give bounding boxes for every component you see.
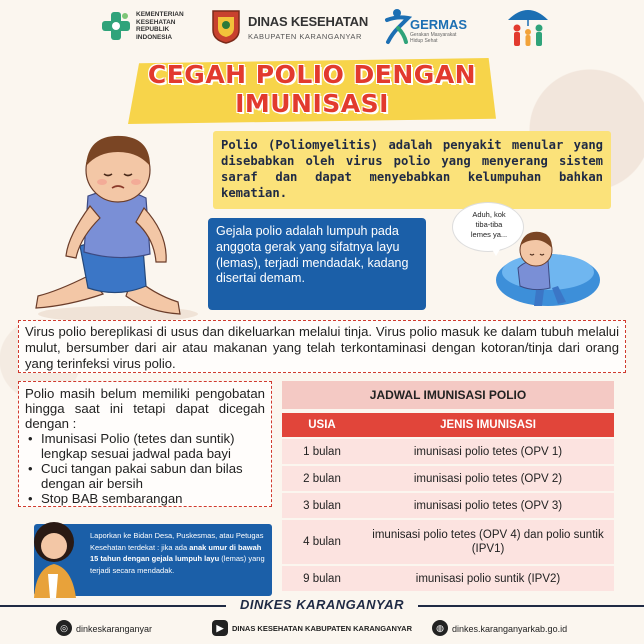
instagram-icon: ◎	[56, 620, 72, 636]
list-item: • Cuci tangan pakai sabun dan bilas dengan air bersih	[25, 461, 265, 491]
cell-usia: 2 bulan	[303, 472, 341, 485]
polio-definition-text: Polio (Poliomyelitis) adalah penyakit menular yang disebabkan oleh virus polio yang menyerang sistem saraf dan dapat menyebabkan kelumpuhan bahkan kematian.	[221, 138, 603, 200]
immunization-schedule-table	[282, 381, 614, 595]
column-header-jenis: JENIS IMUNISASI	[440, 419, 536, 431]
prevention-box	[18, 381, 272, 507]
logo-germas	[384, 6, 484, 46]
table-row	[282, 439, 614, 466]
table-title: JADWAL IMUNISASI POLIO	[282, 381, 614, 409]
footer-website-link[interactable]: ◍ dinkes.karanganyarkab.go.id	[432, 620, 622, 638]
footer-contacts	[0, 618, 644, 640]
kemenkes-logo-icon	[100, 10, 132, 42]
cell-jenis: imunisasi polio tetes (OPV 2)	[413, 472, 563, 485]
germas-title: GERMAS	[410, 17, 468, 32]
youtube-icon: ▶	[212, 620, 228, 636]
symptom-box	[208, 218, 426, 310]
polio-definition-box	[213, 131, 611, 209]
health-worker-avatar	[28, 518, 84, 598]
transmission-text: Virus polio bereplikasi di usus dan dikeluarkan melalui tinja. Virus polio masuk ke dalam tubuh melalui mulut, bersumber dari air atau makanan yang telah terkontaminasi dengan kotoran/tinja dari orang yang terinfeksi virus polio.	[25, 324, 619, 371]
symptom-text: Gejala polio adalah lumpuh pada anggota gerak yang sifatnya layu (lemas), terjadi mendadak, kadang disertai demam.	[216, 224, 409, 286]
sick-child-illustration	[18, 126, 208, 326]
karanganyar-crest-icon	[210, 8, 242, 44]
cell-jenis: imunisasi polio tetes (OPV 4) dan polio suntik (IPV1)	[372, 529, 604, 555]
globe-icon: ◍	[432, 620, 448, 636]
cell-usia: 9 bulan	[303, 572, 341, 585]
speech-bubble-tail	[490, 246, 502, 256]
kemenkes-text: KEMENTERIAN KESEHATAN REPUBLIK INDONESIA	[136, 11, 184, 41]
family-umbrella-logo-icon	[505, 2, 551, 50]
table-row	[282, 520, 614, 566]
list-item: • Imunisasi Polio (tetes dan suntik) lengkap sesuai jadwal pada bayi	[25, 431, 265, 461]
dinas-subtitle: KABUPATEN KARANGANYAR	[248, 32, 362, 41]
page-title: CEGAH POLIO DENGAN IMUNISASI	[147, 60, 477, 118]
report-text: Laporkan ke Bidan Desa, Puskesmas, atau Petugas Kesehatan terdekat : jika ada anak umur di bawah 15 tahun dengan gejala lumpuh layu (lemas) yang terjadi secara mendadak.	[90, 531, 265, 575]
list-item: • Stop BAB sembarangan	[25, 491, 265, 506]
prevention-intro: Polio masih belum memiliki pengobatan hingga saat ini tetapi dapat dicegah dengan :	[25, 386, 265, 431]
table-row	[282, 466, 614, 493]
column-header-usia: USIA	[308, 419, 336, 431]
cell-usia: 3 bulan	[303, 499, 341, 512]
cell-jenis: imunisasi polio suntik (IPV2)	[415, 572, 561, 585]
logo-dinas-kesehatan	[210, 8, 380, 44]
prevention-list	[25, 431, 265, 506]
footer-title: DINKES KARANGANYAR	[239, 597, 405, 612]
footer-youtube-link[interactable]: ▶ DINAS KESEHATAN KABUPATEN KARANGANYAR	[212, 620, 412, 638]
header-logos	[0, 0, 644, 52]
cell-usia: 4 bulan	[303, 536, 341, 548]
speech-bubble-text: Aduh, kok tiba-tiba lemes ya...	[470, 210, 508, 239]
table-row	[282, 566, 614, 593]
table-row	[282, 493, 614, 520]
footer-instagram-link[interactable]: ◎ dinkeskaranganyar	[56, 620, 206, 638]
dinas-title: DINAS KESEHATAN	[248, 14, 369, 29]
cell-usia: 1 bulan	[303, 445, 341, 458]
logo-kemenkes	[100, 8, 210, 44]
transmission-box	[18, 320, 626, 373]
table-header-row	[282, 413, 614, 437]
germas-subtitle: Gerakan Masyarakat Hidup Sehat	[410, 32, 457, 44]
cell-jenis: imunisasi polio tetes (OPV 1)	[413, 445, 563, 458]
cell-jenis: imunisasi polio tetes (OPV 3)	[413, 499, 563, 512]
